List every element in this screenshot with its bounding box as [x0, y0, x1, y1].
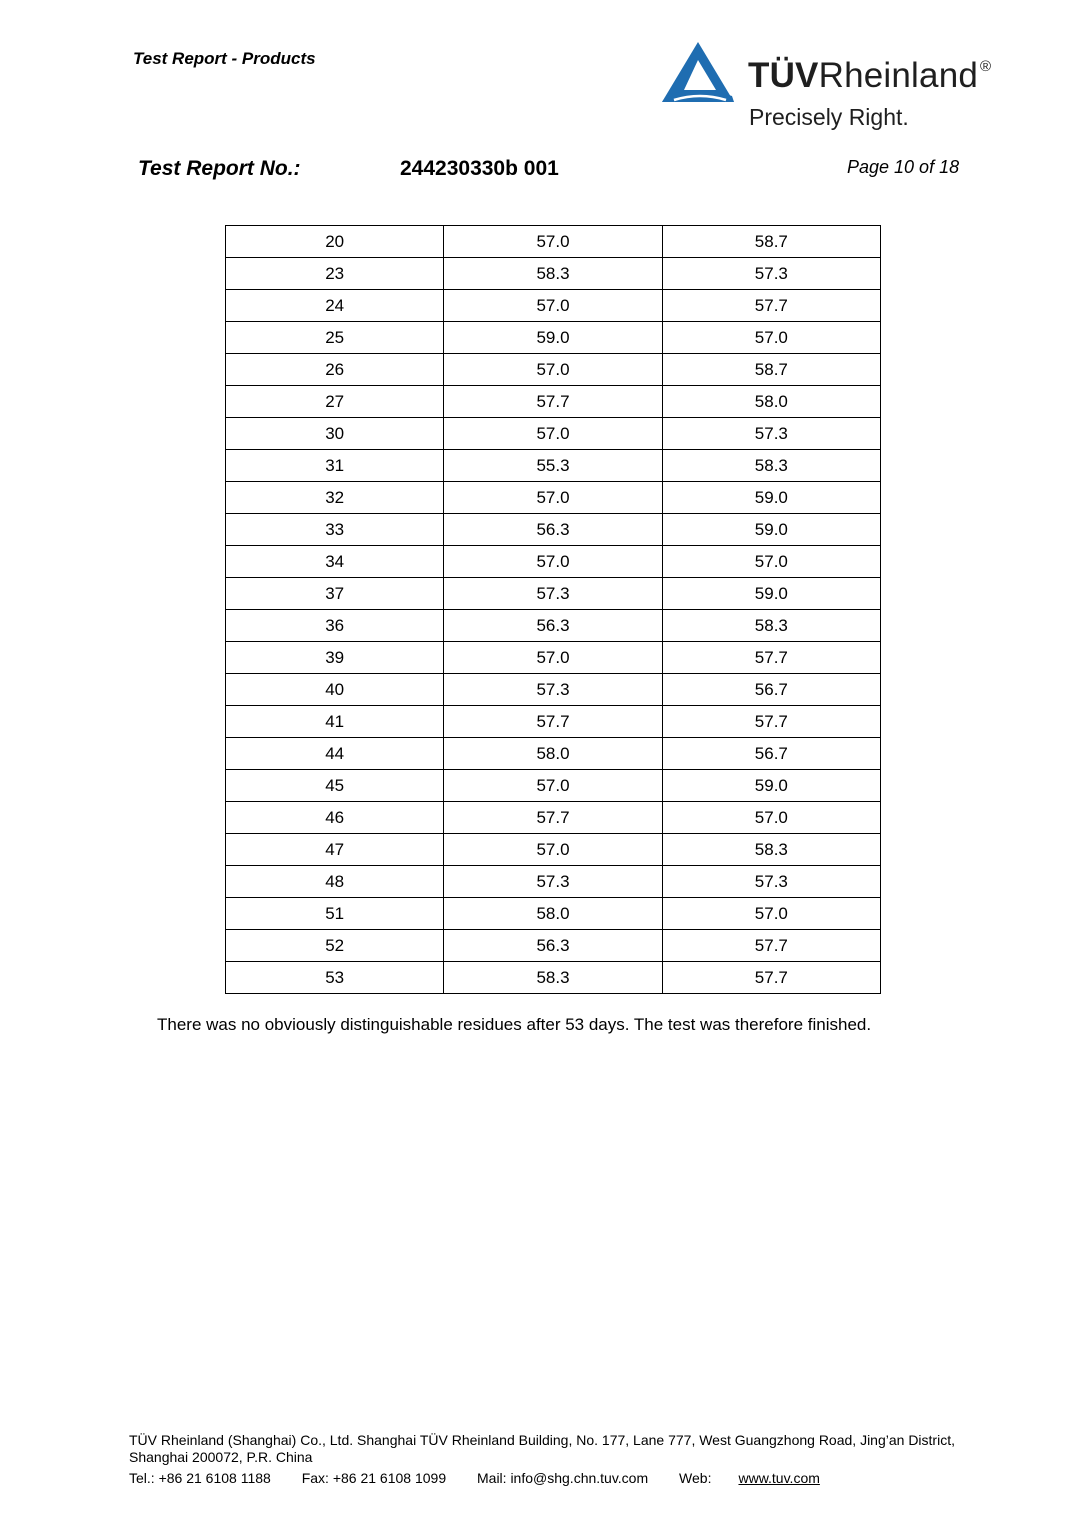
measurement-table — [225, 225, 881, 994]
table-cell: 59.0 — [662, 578, 880, 610]
table-cell: 59.0 — [662, 770, 880, 802]
table-row — [226, 514, 881, 546]
table-cell: 57.7 — [662, 290, 880, 322]
table-cell: 57.7 — [444, 386, 662, 418]
table-cell: 56.3 — [444, 514, 662, 546]
table-row — [226, 610, 881, 642]
table-cell: 44 — [226, 738, 444, 770]
table-row — [226, 258, 881, 290]
table-cell: 46 — [226, 802, 444, 834]
table-row — [226, 578, 881, 610]
table-cell: 57.0 — [444, 770, 662, 802]
table-cell: 56.3 — [444, 930, 662, 962]
table-cell: 25 — [226, 322, 444, 354]
table-cell: 58.0 — [444, 738, 662, 770]
table-cell: 40 — [226, 674, 444, 706]
table-cell: 58.3 — [662, 834, 880, 866]
footer-mail: Mail: info@shg.chn.tuv.com — [477, 1470, 649, 1486]
page-number: Page 10 of 18 — [847, 157, 960, 177]
table-cell: 57.0 — [444, 226, 662, 258]
table-row — [226, 706, 881, 738]
table-row — [226, 418, 881, 450]
table-cell: 57.0 — [444, 290, 662, 322]
table-cell: 57.3 — [662, 258, 880, 290]
footer-contacts — [129, 1470, 955, 1487]
logo-slogan: Precisely Right. — [749, 104, 909, 130]
table-row — [226, 866, 881, 898]
table-cell: 48 — [226, 866, 444, 898]
table-row — [226, 930, 881, 962]
table-cell: 58.7 — [662, 354, 880, 386]
table-cell: 32 — [226, 482, 444, 514]
registered-mark: ® — [980, 58, 992, 75]
table-cell: 57.0 — [662, 802, 880, 834]
table-row — [226, 386, 881, 418]
table-cell: 57.7 — [662, 930, 880, 962]
tuv-rheinland-logo — [660, 40, 1020, 140]
table-cell: 31 — [226, 450, 444, 482]
table-cell: 27 — [226, 386, 444, 418]
table-cell: 53 — [226, 962, 444, 994]
table-cell: 57.0 — [444, 482, 662, 514]
table-cell: 30 — [226, 418, 444, 450]
footer-web: Web:www.tuv.com — [679, 1470, 820, 1486]
tuv-triangle-icon — [660, 40, 740, 108]
table-cell: 39 — [226, 642, 444, 674]
table-cell: 57.0 — [444, 642, 662, 674]
table-cell: 55.3 — [444, 450, 662, 482]
table-row — [226, 482, 881, 514]
document-type-label: Test Report - Products — [133, 49, 316, 68]
table-cell: 57.7 — [662, 642, 880, 674]
table-cell: 56.3 — [444, 610, 662, 642]
table-row — [226, 290, 881, 322]
table-cell: 57.3 — [444, 578, 662, 610]
table-cell: 57.0 — [444, 354, 662, 386]
report-number-label: Test Report No.: — [138, 157, 301, 180]
table-cell: 57.7 — [444, 706, 662, 738]
table-cell: 36 — [226, 610, 444, 642]
table-cell: 51 — [226, 898, 444, 930]
table-cell: 59.0 — [662, 482, 880, 514]
table-cell: 57.7 — [662, 706, 880, 738]
table-row — [226, 226, 881, 258]
table-cell: 58.3 — [662, 450, 880, 482]
table-cell: 33 — [226, 514, 444, 546]
table-row — [226, 354, 881, 386]
footer-web-link[interactable]: www.tuv.com — [738, 1470, 820, 1486]
table-cell: 57.3 — [444, 866, 662, 898]
table-row — [226, 738, 881, 770]
table-cell: 57.0 — [444, 834, 662, 866]
table-cell: 41 — [226, 706, 444, 738]
table-cell: 57.3 — [444, 674, 662, 706]
table-cell: 58.0 — [444, 898, 662, 930]
table-cell: 57.0 — [662, 546, 880, 578]
table-cell: 56.7 — [662, 674, 880, 706]
logo-brand-text: TÜVRheinland ® — [748, 56, 992, 95]
table-cell: 57.0 — [444, 546, 662, 578]
table-row — [226, 770, 881, 802]
table-cell: 57.7 — [444, 802, 662, 834]
table-row — [226, 450, 881, 482]
table-cell: 45 — [226, 770, 444, 802]
table-cell: 52 — [226, 930, 444, 962]
table-cell: 57.7 — [662, 962, 880, 994]
table-cell: 57.0 — [662, 322, 880, 354]
table-row — [226, 898, 881, 930]
table-cell: 56.7 — [662, 738, 880, 770]
table-cell: 57.0 — [444, 418, 662, 450]
table-cell: 23 — [226, 258, 444, 290]
table-cell: 58.3 — [444, 258, 662, 290]
table-cell: 57.0 — [662, 898, 880, 930]
table-cell: 26 — [226, 354, 444, 386]
table-cell: 57.3 — [662, 866, 880, 898]
table-row — [226, 834, 881, 866]
footer-address-line-2: Shanghai 200072, P.R. China — [129, 1449, 313, 1465]
footer-tel: Tel.: +86 21 6108 1188 — [129, 1470, 271, 1486]
footer-address-line-1: TÜV Rheinland (Shanghai) Co., Ltd. Shanghai TÜV Rheinland Building, No. 177, Lane 777, West Guangzhong Road, Jing’an District, — [129, 1432, 955, 1448]
table-cell: 20 — [226, 226, 444, 258]
table-row — [226, 642, 881, 674]
report-number: 244230330b 001 — [400, 157, 559, 180]
table-row — [226, 802, 881, 834]
footer — [129, 1432, 955, 1487]
table-cell: 59.0 — [662, 514, 880, 546]
table-cell: 24 — [226, 290, 444, 322]
table-cell: 37 — [226, 578, 444, 610]
table-cell: 57.3 — [662, 418, 880, 450]
footer-fax: Fax: +86 21 6108 1099 — [301, 1470, 447, 1486]
table-cell: 58.3 — [662, 610, 880, 642]
table-cell: 59.0 — [444, 322, 662, 354]
table-cell: 58.3 — [444, 962, 662, 994]
table-cell: 58.0 — [662, 386, 880, 418]
table-row — [226, 674, 881, 706]
table-row — [226, 546, 881, 578]
table-cell: 34 — [226, 546, 444, 578]
test-conclusion-note: There was no obviously distinguishable residues after 53 days. The test was therefore finished. — [157, 1015, 872, 1034]
table-row — [226, 322, 881, 354]
table-cell: 47 — [226, 834, 444, 866]
table-row — [226, 962, 881, 994]
table-cell: 58.7 — [662, 226, 880, 258]
